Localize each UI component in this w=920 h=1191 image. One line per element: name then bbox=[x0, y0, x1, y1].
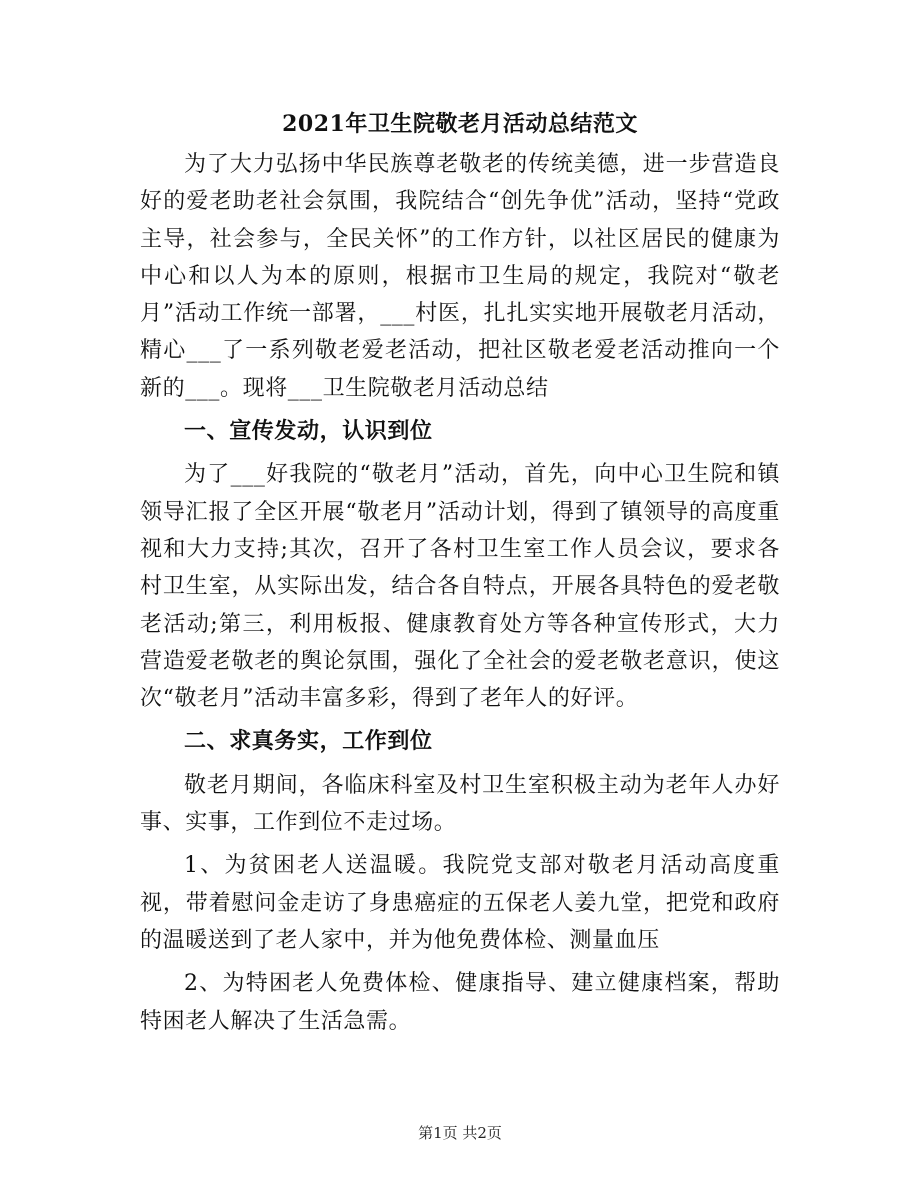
intro-paragraph: 为了大力弘扬中华民族尊老敬老的传统美德，进一步营造良好的爱老助老社会氛围，我院结合“创先争优”活动，坚持“党政主导，社会参与，全民关怀”的工作方针，以社区居民的健康为中心和以人为本的原则，根据市卫生局的规定，我院对“敬老月”活动工作统一部署，___村医，扎扎实实地开展敬老月活动，精心___了一系列敬老爱老活动，把社区敬老爱老活动推向一个新的___。现将___卫生院敬老月活动总结 bbox=[140, 152, 780, 401]
page-number: 第1页 共2页 bbox=[418, 1124, 502, 1142]
section-heading-2: 二、求真务实，工作到位 bbox=[184, 728, 433, 755]
section-1-paragraph: 为了___好我院的“敬老月”活动，首先，向中心卫生院和镇领导汇报了全区开展“敬老月”活动计划，得到了镇领导的高度重视和大力支持;其次，召开了各村卫生室工作人员会议，要求各村卫生室，从实际出发，结合各自特点，开展各具特色的爱老敬老活动;第三，利用板报、健康教育处方等各种宣传形式，大力营造爱老敬老的舆论氛围，强化了全社会的爱老敬老意识，使这次“敬老月”活动丰富多彩，得到了老年人的好评。 bbox=[140, 462, 780, 712]
item-1-paragraph: 1、为贫困老人送温暖。我院党支部对敬老月活动高度重视，带着慰问金走访了身患癌症的五保老人姜九堂，把党和政府的温暖送到了老人家中，并为他免费体检、测量血压 bbox=[140, 853, 780, 953]
item-2-paragraph: 2、为特困老人免费体检、健康指导、建立健康档案，帮助特困老人解决了生活急需。 bbox=[140, 971, 780, 1034]
section-heading-1: 一、宣传发动，认识到位 bbox=[184, 418, 433, 445]
document-body bbox=[140, 146, 780, 1040]
section-2-paragraph: 敬老月期间，各临床科室及村卫生室积极主动为老年人办好事、实事，工作到位不走过场。 bbox=[140, 772, 780, 836]
document-title: 2021年卫生院敬老月活动总结范文 bbox=[282, 111, 638, 137]
